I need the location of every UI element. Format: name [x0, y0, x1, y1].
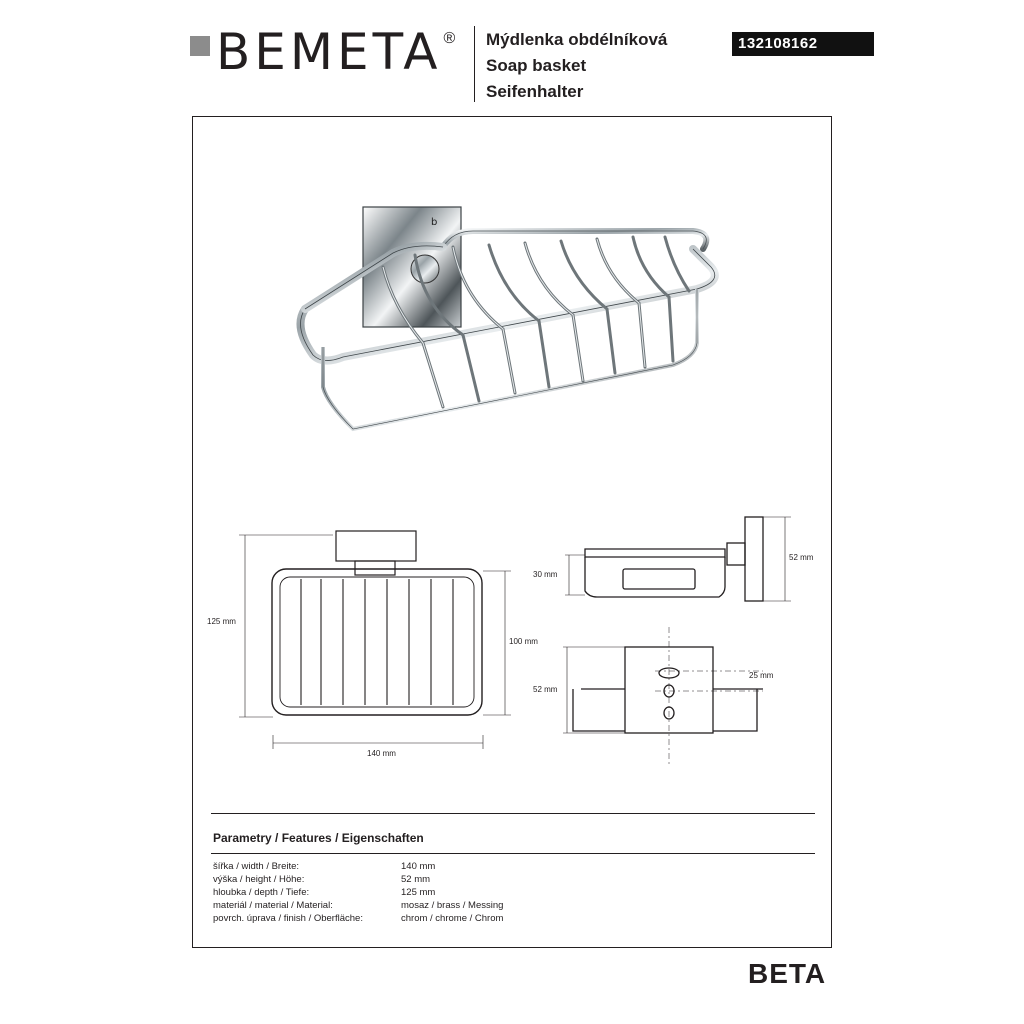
product-name-cz: Mýdlenka obdélníková: [486, 30, 668, 49]
product-name-de: Seifenhalter: [486, 82, 584, 101]
features-title: Parametry / Features / Eigenschaften: [213, 831, 424, 845]
brand-logo: [190, 23, 456, 81]
dim-width-140: 140 mm: [367, 749, 396, 758]
feature-label-material: materiál / material / Material:: [213, 900, 333, 911]
product-name-en: Soap basket: [486, 56, 587, 75]
product-title-block: [486, 27, 667, 105]
dim-height-100: 100 mm: [509, 637, 538, 646]
dim-side-30: 30 mm: [533, 570, 558, 579]
feature-label-depth: hloubka / depth / Tiefe:: [213, 887, 310, 898]
feature-value-finish: chrom / chrome / Chrom: [401, 913, 504, 924]
product-sheet-frame: [192, 116, 832, 948]
dim-back-52: 52 mm: [533, 685, 558, 694]
registered-mark: ®: [443, 30, 456, 47]
product-code-badge: 132108162: [732, 32, 874, 56]
dim-back-25: 25 mm: [749, 671, 774, 680]
feature-label-finish: povrch. úprava / finish / Oberfläche:: [213, 913, 363, 924]
logo-square: [190, 36, 210, 56]
feature-value-depth: 125 mm: [401, 887, 436, 898]
series-name: BETA: [748, 958, 827, 989]
feature-value-width: 140 mm: [401, 861, 436, 872]
logo-text: BEMETA: [216, 23, 442, 81]
dim-side-52: 52 mm: [789, 553, 814, 562]
feature-label-height: výška / height / Höhe:: [213, 874, 305, 885]
features-title-rule: [211, 853, 815, 854]
header-divider: [474, 26, 475, 102]
features-top-rule: [211, 813, 815, 814]
feature-value-material: mosaz / brass / Messing: [401, 900, 504, 911]
feature-value-height: 52 mm: [401, 874, 431, 885]
dim-height-125: 125 mm: [207, 617, 236, 626]
technical-drawings: [193, 117, 833, 817]
svg-text:b: b: [431, 217, 438, 228]
feature-label-width: šířka / width / Breite:: [213, 861, 300, 872]
